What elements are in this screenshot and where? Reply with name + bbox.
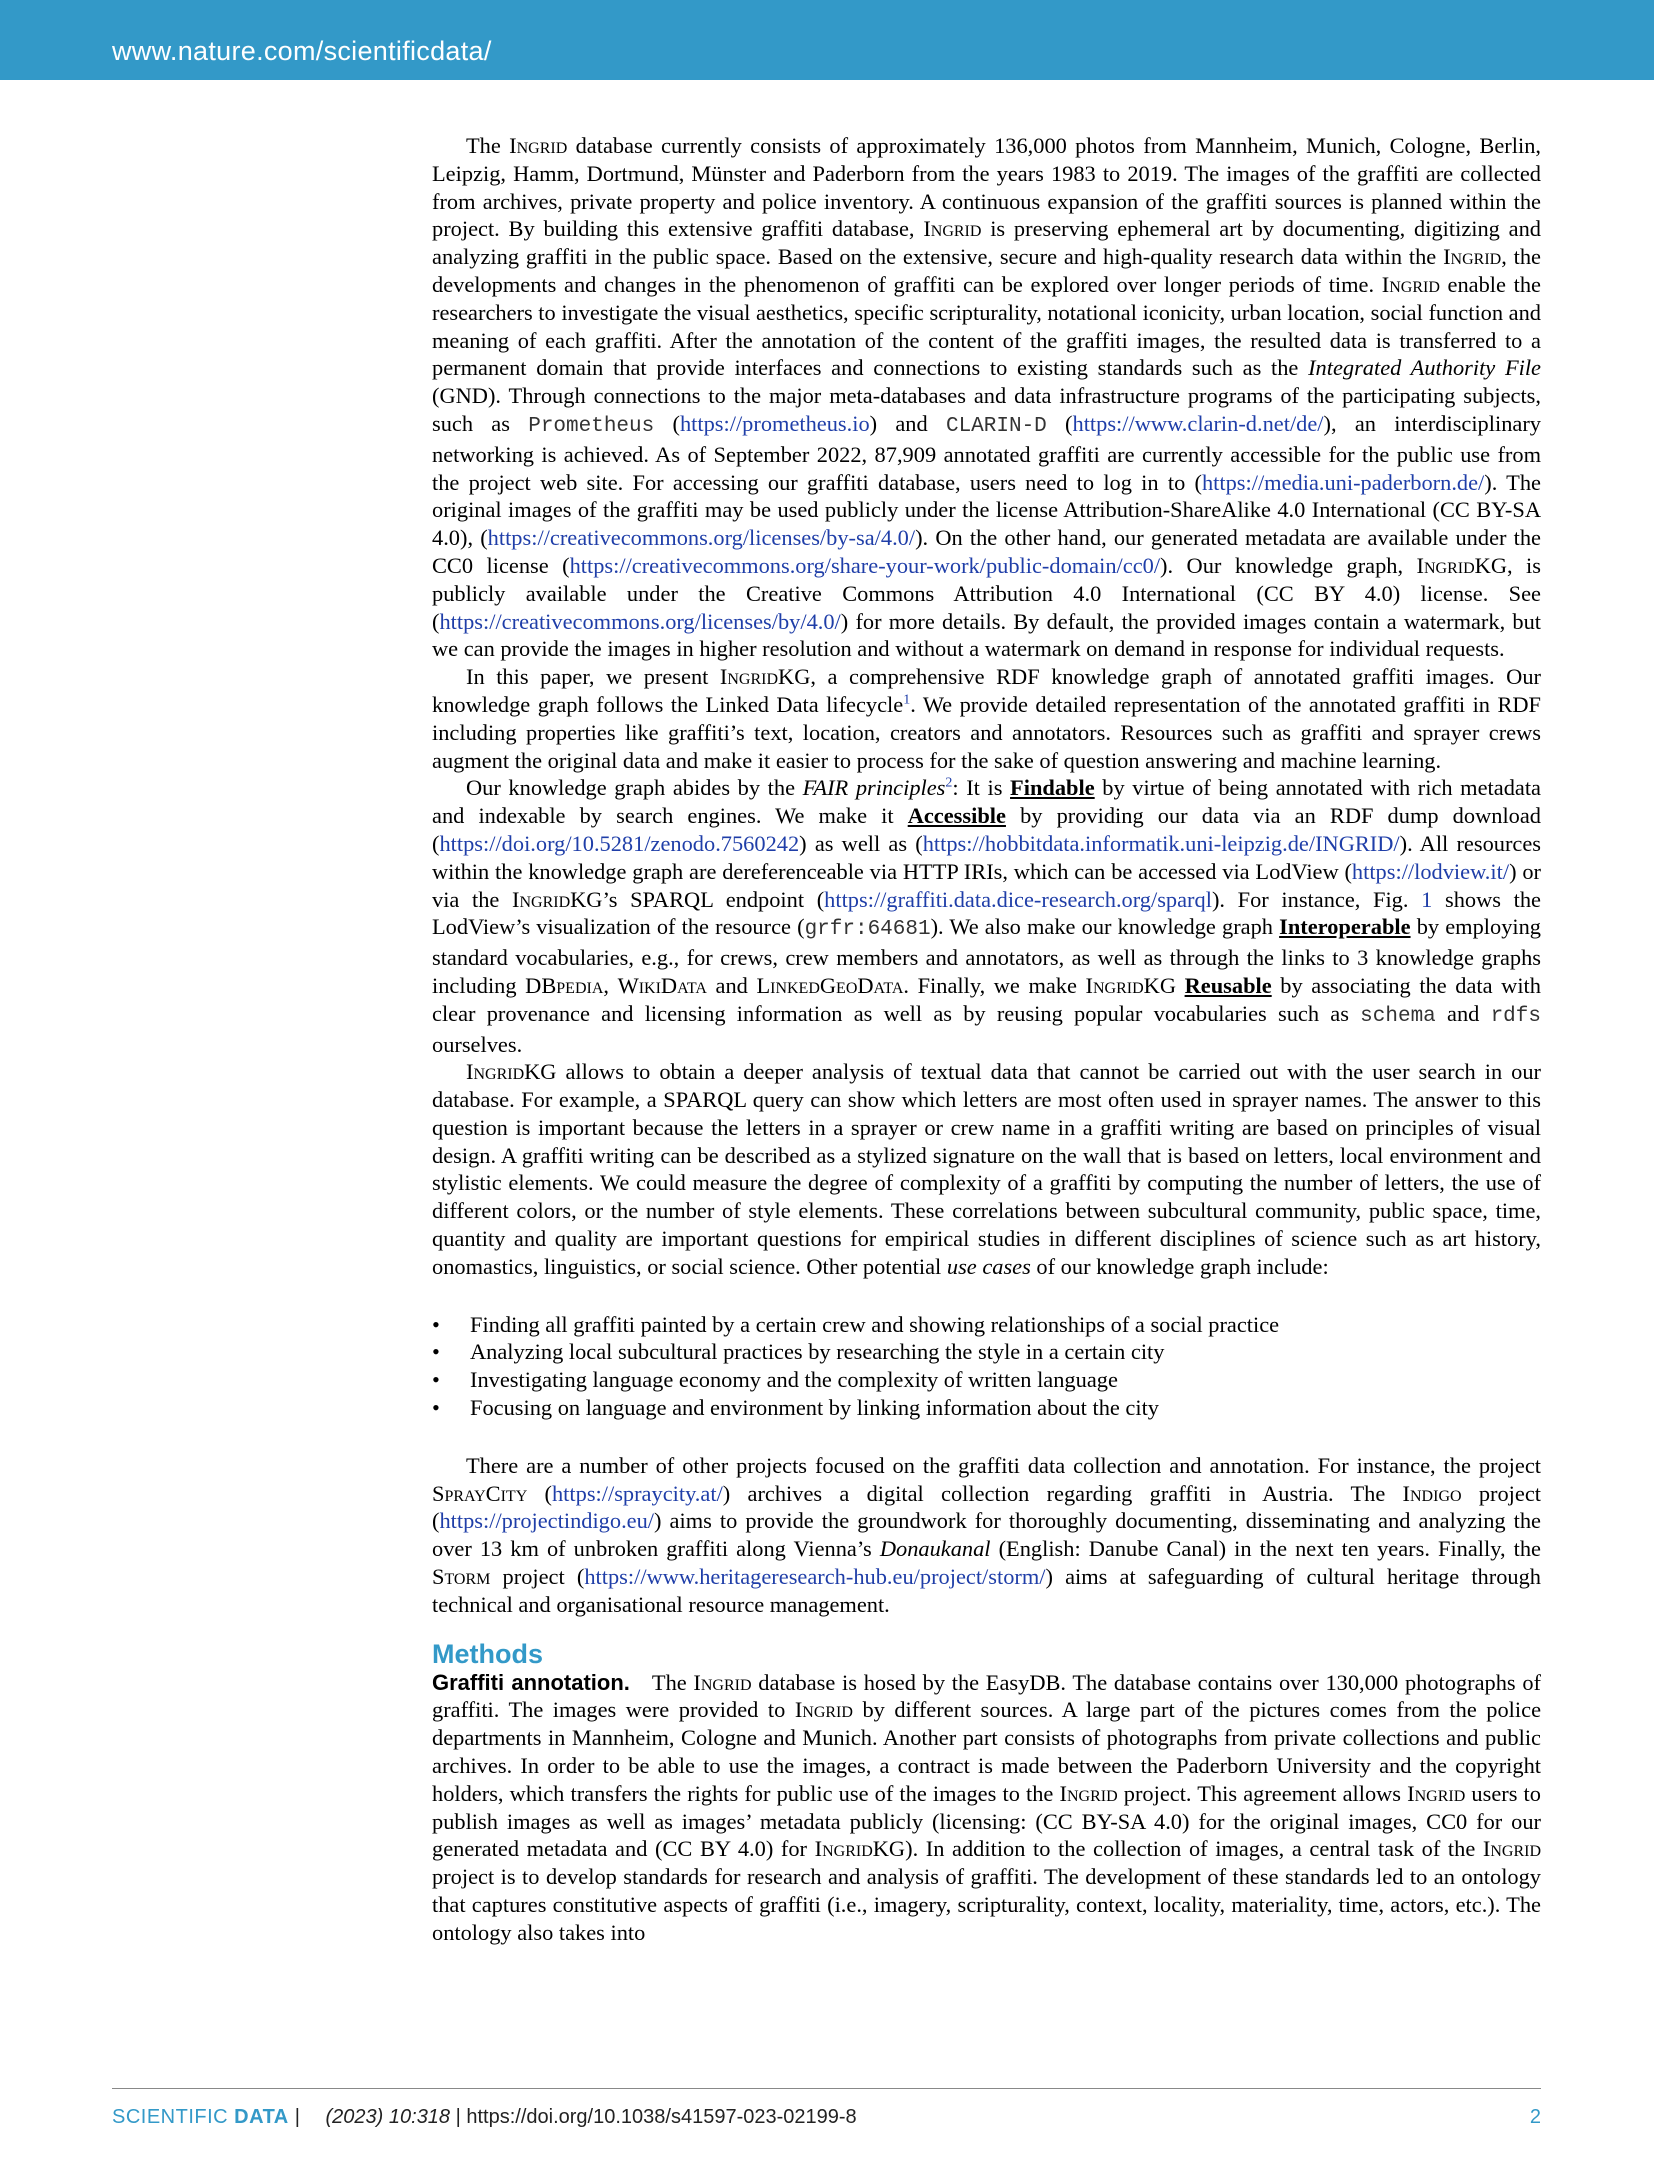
reference-2[interactable]: 2	[945, 775, 953, 791]
paragraph-intro: The Ingrid database currently consists of approximately 136,000 photos from Mannheim, Munich, Cologne, Berlin, Leipzig, Hamm, Dortmund, Münster and Paderborn from the years 1983 to 2019. The images of the graffiti are collected from archives, private property and police inventory. A continuous expansion of the graffiti sources is planned within the project. By building this extensive graffiti database, Ingrid is preserving ephemeral art by documenting, digitizing and analyzing graffiti in the public space. Based on the extensive, secure and high-quality research data within the Ingrid, the developments and changes in the phenomenon of graffiti can be explored over longer periods of time. Ingrid enable the researchers to investigate the visual aesthetics, specific scripturality, notational iconicity, urban location, social function and meaning of each graffiti. After the annotation of the content of the graffiti images, the resulted data is transferred to a permanent domain that provide interfaces and connections to existing standards such as the Integrated Authority File (GND). Through connections to the major meta-databases and data infrastructure programs of the participating subjects, such as Prometheus (https://prometheus.io) and CLARIN-D (https://www.clarin-d.net/de/), an interdisciplinary networking is achieved. As of September 2022, 87,909 annotated graffiti are currently accessible for the public use from the project web site. For accessing our graffiti database, users need to log in to (https://media.uni-paderborn.de/). The original images of the graffiti may be used publicly under the license Attribution-ShareAlike 4.0 International (CC BY-SA 4.0), (https://creativecommons.org/licenses/by-sa/4.0/). On the other hand, our generated metadata are available under the CC0 license (https://creativecommons.org/share-your-work/public-domain/cc0/). Our knowledge graph, IngridKG, is publicly available under the Creative Commons Attribution 4.0 International (CC BY 4.0) license. See (https://creativecommons.org/licenses/by/4.0/) for more details. By default, the provided images contain a watermark, but we can provide the images in higher resolution and without a watermark on demand in response for individual requests.	[432, 133, 1541, 662]
link-indigo[interactable]: https://projectindigo.eu/	[439, 1508, 655, 1534]
link-media[interactable]: https://media.uni-paderborn.de/	[1201, 469, 1485, 495]
paragraph-present: In this paper, we present IngridKG, a comprehensive RDF knowledge graph of annotated graffiti images. Our knowledge graph follows the Linked Data lifecycle$^1$. We provide detailed representation of the annotated graffiti in RDF including properties like graffiti’s text, location, creators and annotators. Resources such as graffiti and sprayer crews augment the original data and make it easier to process for the sake of question answering and machine learning.	[432, 664, 1542, 773]
link-clarin[interactable]: https://www.clarin-d.net/de/	[1072, 410, 1324, 436]
footer-divider	[112, 2088, 1541, 2089]
header-bar	[0, 0, 1654, 80]
footer: SCIENTIFIC DATA | (2023) 10:318 | https://doi.org/10.1038/s41597-023-02199-8 2	[112, 2106, 1541, 2128]
link-lodview[interactable]: https://lodview.it/	[1351, 858, 1510, 884]
list-item: • Finding all graffiti painted by a certain crew and showing relationships of a social practice	[432, 1311, 1541, 1339]
subsection-title: Graffiti annotation.	[432, 1669, 630, 1695]
link-hobbitdata[interactable]: https://hobbitdata.informatik.uni-leipzig.de/INGRID/	[922, 830, 1400, 856]
link-zenodo[interactable]: https://doi.org/10.5281/zenodo.7560242	[439, 830, 800, 856]
journal-name-bold: DATA	[234, 2106, 289, 2128]
link-storm[interactable]: https://www.heritageresearch-hub.eu/project/storm/	[584, 1564, 1046, 1590]
paragraph-related-projects: There are a number of other projects focused on the graffiti data collection and annotation. For instance, the project SprayCity (https://spraycity.at/) archives a digital collection regarding graffiti in Austria. The Indigo project (https://projectindigo.eu/) aims to provide the groundwork for thoroughly documenting, disseminating and analyzing the over 13 km of unbroken graffiti along Vienna’s Donaukanal (English: Danube Canal) in the next ten years. Finally, the Storm project (https://www.heritageresearch-hub.eu/project/storm/) aims at safeguarding of cultural heritage through technical and organisational resource management.	[432, 1452, 1541, 1617]
section-title-methods: Methods	[432, 1638, 543, 1669]
figure-1-link[interactable]: 1	[1421, 886, 1433, 912]
reference-1[interactable]: 1	[903, 692, 911, 708]
list-item: • Investigating language economy and the complexity of written language	[432, 1366, 1541, 1394]
paragraph-fair: Our knowledge graph abides by the FAIR principles$^2$: It is Findable by virtue of being annotated with rich metadata and indexable by search engines. We make it Accessible by providing our data via an RDF dump download (https://doi.org/10.5281/zenodo.7560242) as well as (https://hobbitdata.informatik.uni-leipzig.de/INGRID/). All resources within the knowledge graph are dereferenceable via HTTP IRIs, which can be accessed via LodView (https://lodview.it/) or via the IngridKG’s SPARQL endpoint (https://graffiti.data.dice-research.org/sparql). For instance, Fig. 1 shows the LodView’s visualization of the resource (grfr:64681). We also make our knowledge graph Interoperable by employing standard vocabularies, e.g., for crews, crew members and annotators, as well as through the links to 3 knowledge graphs including DBpedia, WikiData and LinkedGeoData. Finally, we make IngridKG Reusable by associating the data with clear provenance and licensing information as well as by reusing popular vocabularies such as schema and rdfs ourselves.	[432, 775, 1542, 1057]
journal-url[interactable]: www.nature.com/scientificdata/	[112, 36, 492, 66]
page-number: 2	[1529, 2106, 1541, 2128]
use-case-list	[432, 1311, 1541, 1422]
link-cc-by-sa[interactable]: https://creativecommons.org/licenses/by-sa/4.0/	[487, 525, 916, 551]
link-spraycity[interactable]: https://spraycity.at/	[551, 1480, 723, 1506]
list-item: • Analyzing local subcultural practices by researching the style in a certain city	[432, 1338, 1541, 1366]
link-cc0[interactable]: https://creativecommons.org/share-your-work/public-domain/cc0/	[569, 552, 1161, 578]
link-prometheus[interactable]: https://prometheus.io	[679, 410, 870, 436]
article-body	[432, 132, 1541, 1947]
paragraph-analysis: IngridKG allows to obtain a deeper analysis of textual data that cannot be carried out with the user search in our database. For example, a SPARQL query can show which letters are most often used in sprayer names. The answer to this question is important because the letters in a sprayer or crew name in a graffiti writing are based on principles of visual design. A graffiti writing can be described as a stylized signature on the wall that is based on letters, local environment and stylistic elements. We could measure the degree of complexity of a graffiti by computing the number of letters, the use of different colors, or the number of style elements. These correlations between subcultural community, public space, time, quantity and quality are important questions for empirical studies in different disciplines of science such as art history, onomastics, linguistics, or social science. Other potential use cases of our knowledge graph include:	[432, 1059, 1541, 1279]
journal-name: SCIENTIFIC	[112, 2106, 235, 2128]
paragraph-graffiti-annotation: Graffiti annotation. The Ingrid database is hosed by the EasyDB. The database contains over 130,000 photographs of graffiti. The images were provided to Ingrid by different sources. A large part of the pictures comes from the police departments in Mannheim, Cologne and Munich. Another part consists of photographs from private collections and public archives. In order to be able to use the images, a contract is made between the Paderborn University and the copyright holders, which transfers the rights for public use of the images to the Ingrid project. This agreement allows Ingrid users to publish images as well as images’ metadata publicly (licensing: (CC BY-SA 4.0) for the original images, CC0 for our generated metadata and (CC BY 4.0) for IngridKG). In addition to the collection of images, a central task of the Ingrid project is to develop standards for research and analysis of graffiti. The development of these standards led to an ontology that captures constitutive aspects of graffiti (i.e., imagery, scripturality, context, locality, materiality, time, actors, etc.). The ontology also takes into	[432, 1669, 1542, 1945]
link-cc-by[interactable]: https://creativecommons.org/licenses/by/4.0/	[439, 608, 841, 634]
list-item: • Focusing on language and environment by linking information about the city	[432, 1394, 1541, 1422]
doi-link[interactable]: | https://doi.org/10.1038/s41597-023-02199-8	[455, 2106, 857, 2128]
link-sparql[interactable]: https://graffiti.data.dice-research.org/sparql	[824, 886, 1212, 912]
citation: (2023) 10:318	[325, 2106, 451, 2128]
